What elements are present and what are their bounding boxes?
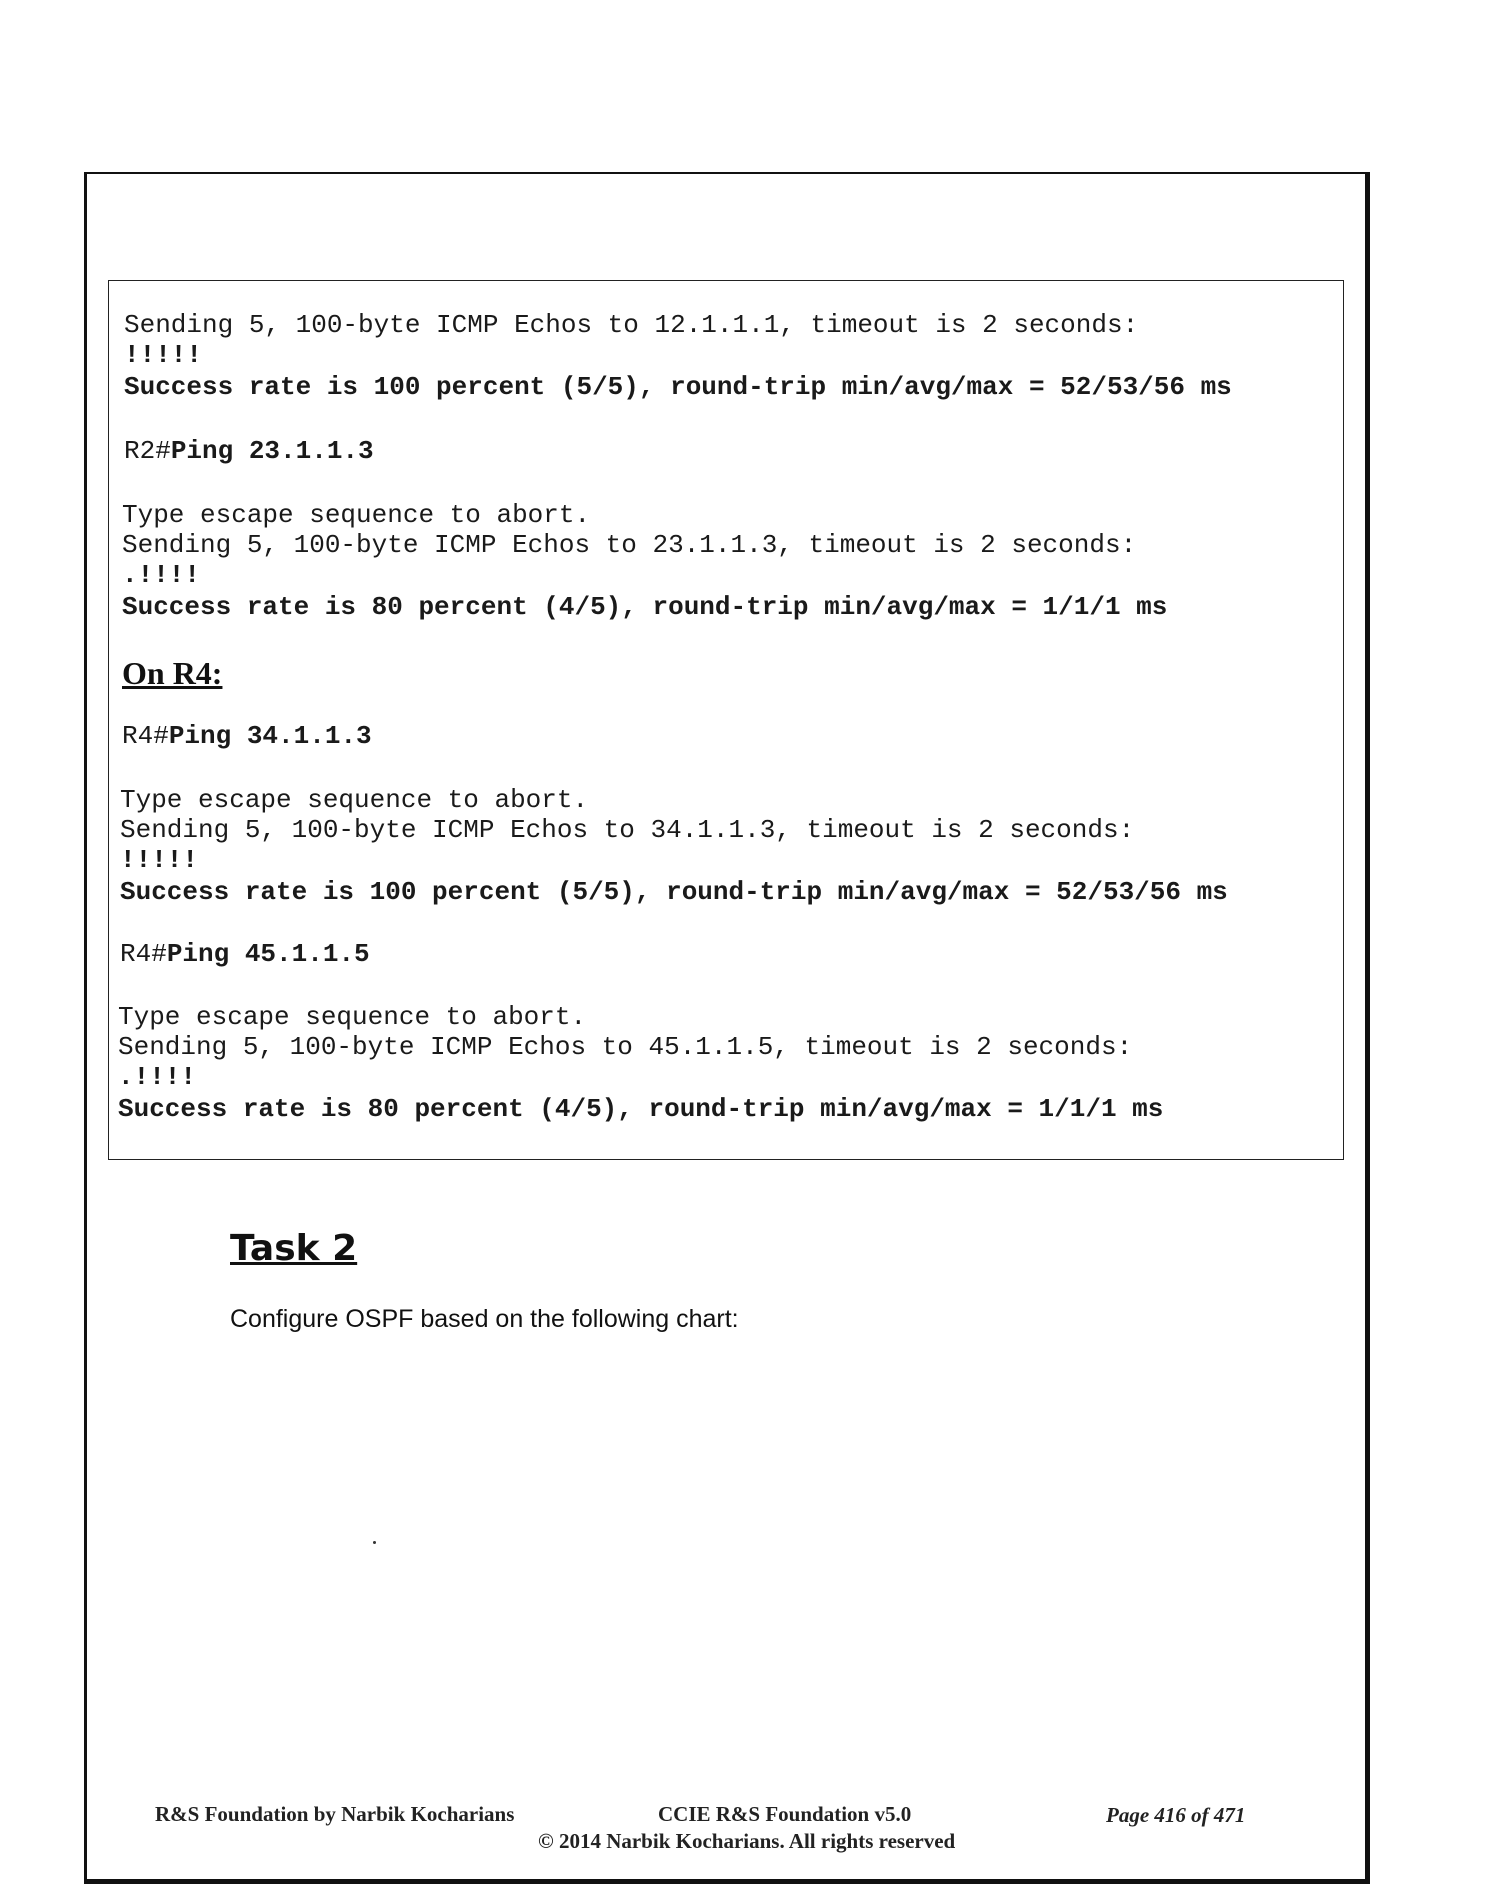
footer-copyright: © 2014 Narbik Kocharians. All rights reserved	[538, 1829, 956, 1853]
cli-line: !!!!!	[124, 340, 203, 370]
cli-line: !!!!!	[120, 845, 199, 875]
task-title: Task 2	[230, 1228, 358, 1269]
cli-line: Type escape sequence to abort.	[122, 500, 591, 530]
cli-line: Sending 5, 100-byte ICMP Echos to 12.1.1.1, timeout is 2 seconds:	[124, 310, 1139, 340]
cli-line: Type escape sequence to abort.	[120, 785, 589, 815]
cli-line: Sending 5, 100-byte ICMP Echos to 23.1.1.3, timeout is 2 seconds:	[122, 530, 1137, 560]
cli-line: .!!!!	[122, 560, 201, 590]
cli-line: Success rate is 80 percent (4/5), round-trip min/avg/max = 1/1/1 ms	[122, 592, 1168, 622]
cli-line: .!!!!	[118, 1062, 197, 1092]
section-heading: On R4:	[122, 655, 223, 691]
footer-author: R&S Foundation by Narbik Kocharians	[155, 1802, 515, 1826]
task-description: Configure OSPF based on the following chart:	[230, 1305, 739, 1333]
cli-line: Success rate is 100 percent (5/5), round-trip min/avg/max = 52/53/56 ms	[124, 372, 1232, 402]
footer-book-title: CCIE R&S Foundation v5.0	[658, 1802, 912, 1826]
scan-speck	[373, 1541, 376, 1544]
cli-line: Type escape sequence to abort.	[118, 1002, 587, 1032]
cli-line: Sending 5, 100-byte ICMP Echos to 45.1.1.5, timeout is 2 seconds:	[118, 1032, 1133, 1062]
cli-line: Success rate is 100 percent (5/5), round-trip min/avg/max = 52/53/56 ms	[120, 877, 1228, 907]
footer-page-number: Page 416 of 471	[1106, 1803, 1246, 1827]
cli-line: Success rate is 80 percent (4/5), round-trip min/avg/max = 1/1/1 ms	[118, 1094, 1164, 1124]
cli-command-line: R4#Ping 34.1.1.3	[122, 721, 372, 751]
cli-command-line: R4#Ping 45.1.1.5	[120, 939, 370, 969]
cli-line: Sending 5, 100-byte ICMP Echos to 34.1.1.3, timeout is 2 seconds:	[120, 815, 1135, 845]
cli-command-line: R2#Ping 23.1.1.3	[124, 436, 374, 466]
